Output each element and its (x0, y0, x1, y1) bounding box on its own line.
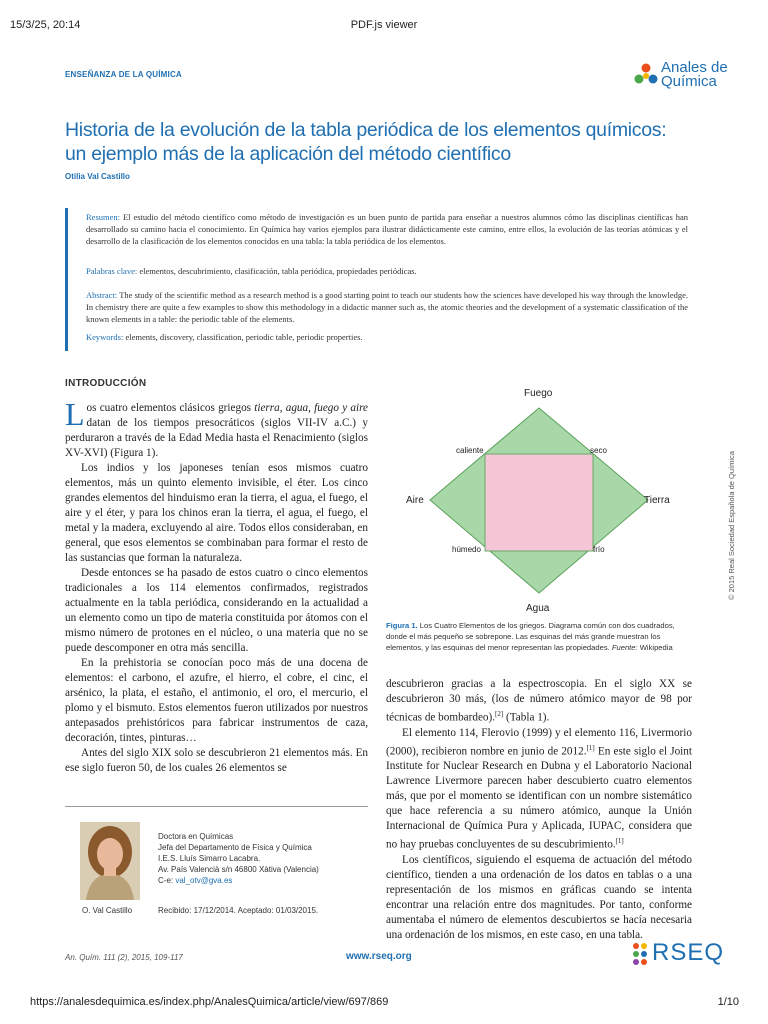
citation (65, 953, 183, 962)
resumen-label: Resumen: (86, 212, 120, 222)
figure-1-caption (386, 620, 692, 653)
abstract-box (65, 208, 693, 351)
label-aire: Aire (406, 495, 424, 506)
intro-p1-start: os cuatro elementos clásicos griegos (86, 402, 255, 414)
keywords-text: elements, discovery, classification, periodic table, periodic properties. (125, 332, 363, 342)
figure-1-diagram (386, 383, 692, 623)
journal-logo-line2: Química (661, 73, 717, 90)
author-bio (158, 831, 368, 886)
palabras-clave-text: elementos, descubrimiento, clasificación, tabla periódica, propiedades periódicas. (139, 266, 417, 276)
journal-logo-icon (633, 62, 659, 88)
label-humedo: húmedo (452, 545, 481, 554)
reference-2: [2] (495, 710, 504, 718)
label-frio: frío (593, 545, 605, 554)
right-p1-tail: (Tabla 1). (503, 711, 550, 724)
right-paragraph-1 (386, 677, 692, 726)
figure-caption-source: Wikipedia (639, 643, 673, 652)
article-title (65, 118, 705, 166)
drop-cap: L (65, 396, 85, 432)
left-column (65, 396, 368, 776)
print-page-count: 1/10 (717, 996, 739, 1008)
intro-p1-italic: tierra, agua, fuego y aire (254, 402, 368, 414)
label-tierra: Tierra (644, 495, 670, 506)
author-email-label: C-e: (158, 876, 174, 885)
label-caliente: caliente (456, 446, 484, 455)
keywords-label: Keywords: (86, 332, 124, 342)
author-email-line (158, 875, 368, 886)
author-bio-line1: Doctora en Químicas (158, 832, 234, 841)
resumen-text: El estudio del método científico como método de investigación es un buen punto de partida para enseñar a nuestros alumnos cómo las disciplinas científicas han desarrollado su camino hacia el conocimiento. En Química hay varios ejemplos para ilustrar didácticamente este camino, entre ellos, la evolución de las teorías atómicas y el desarrollo de la clasificación de los elementos conocidos en una tabla: la tabla periódica de los elementos. (86, 212, 688, 246)
print-title: PDF.js viewer (350, 19, 418, 31)
figure-caption-text: Los Cuatro Elementos de los griegos. Diagrama común con dos cuadrados, donde el más pequeño se sobrepone. Las esquinas del más grande muestran los elementos, y las esquinas del menor representan las propiedades. (386, 621, 675, 652)
label-agua: Agua (526, 603, 550, 614)
intro-paragraph-1 (65, 396, 368, 461)
resumen-paragraph (86, 212, 688, 247)
inner-square-properties (485, 454, 593, 551)
article-title-line1: Historia de la evolución de la tabla periódica de los elementos químicos: (65, 119, 667, 141)
figure-caption-label: Figura 1. (386, 621, 418, 630)
keywords-paragraph (86, 332, 688, 344)
journal-logo-text (661, 61, 728, 89)
author-bio-line3: I.E.S. Lluís Simarro Lacabra. (158, 854, 261, 863)
intro-paragraph-5: Antes del siglo XIX solo se descubrieron 21 elementos más. En ese siglo fueron 50, de los cuales 26 elementos se (65, 747, 368, 774)
intro-paragraph-2: Los indios y los japoneses tenían esos mismos cuatro elementos, más un quinto elemento invisible, el éter. Los cinco grandes elementos del hinduismo eran la tierra, el agua, el fuego, el aire y el éter, y para los chinos eran la tierra, el agua, el fuego, el metal y la madera, excluyendo al aire. Todos ellos consideraban, en general, que esos elementos se combinaban para formar el resto de las sustancias que forman la naturaleza. (65, 462, 368, 564)
intro-paragraph-4: En la prehistoria se conocían poco más de una docena de elementos: el carbono, el azufre, el hierro, el cobre, el cinc, el arsénico, la plata, el estaño, el antimonio, el oro, el mercurio, el plomo y el bismuto. Estos elementos fueron utilizados por nuestros antepasados prehistóricos para fabricar instrumentos de caza, decoración, tintes, pinturas… (65, 657, 368, 744)
author-bio-line4: Av. País Valencià s/n 46800 Xàtiva (Valencia) (158, 865, 319, 874)
article-title-line2: un ejemplo más de la aplicación del método científico (65, 143, 511, 165)
rseq-logo-icon (632, 942, 652, 966)
author-box-divider (65, 806, 368, 807)
right-p2-tail: En este siglo el Joint Institute for Nuclear Research en Dubna y el Laboratorio Nacional Lawrence Livermore parecen haber descubierto cuatro elementos más, que por el momento se identifican con un nombre sistemático que hace referencia a su número atómico, aunque la Unión Internacional de Química Pura y Aplicada, IUPAC, considera que no hay pruebas concluyentes de su descubrimiento. (386, 745, 692, 852)
section-heading-introduccion: INTRODUCCIÓN (65, 378, 147, 389)
right-paragraph-2 (386, 726, 692, 853)
website-link[interactable]: www.rseq.org (346, 951, 412, 962)
abstract-label: Abstract: (86, 290, 118, 300)
author-photo (80, 822, 140, 900)
received-accepted-dates: Recibido: 17/12/2014. Aceptado: 01/03/2015. (158, 906, 319, 915)
author-photo-name: O. Val Castillo (82, 906, 133, 915)
citation-text: An. Quím. 111 (2), 2015, 109-117 (65, 953, 183, 962)
abstract-text: The study of the scientific method as a research method is a good starting point to teach our students how the sciences have developed his way through the knowledge. In chemistry there are quite a few examples to show this methodology in a didactic manner such as, the atomic theories and the development of a systematic classification of the known elements in a table: the periodic table of the elements. (86, 290, 688, 324)
figure-caption-source-label: Fuente: (611, 643, 638, 652)
label-fuego: Fuego (524, 388, 553, 399)
palabras-clave-label: Palabras clave: (86, 266, 138, 276)
browser-print-header (0, 0, 768, 30)
copyright-text: © 2015 Real Sociedad Española de Química (727, 451, 736, 600)
print-datetime: 15/3/25, 20:14 (10, 19, 81, 31)
right-p2-text: El elemento 114, Flerovio (1999) y el elemento 116, Livermorio (2000), recibieron nombre en junio de 2012. (386, 726, 692, 758)
browser-print-footer (0, 993, 768, 1013)
journal-logo-line1: Anales de (661, 59, 728, 76)
reference-1: [1] (586, 743, 595, 752)
right-paragraph-3: Los científicos, siguiendo el esquema de actuación del método científico, tienden a una ordenación de los datos en tablas o a una representación de los mismos en gráficas cuando se intenta encontrar una relación entre dos magnitudes. Por tanto, conforme aumentaba el número de elementos descubiertos se hacía necesaria una ordenación de los mismos, en este caso, en una tabla. (386, 854, 692, 942)
label-seco: seco (590, 446, 607, 455)
journal-logo (633, 60, 743, 92)
intro-paragraph-3: Desde entonces se ha pasado de estos cuatro o cinco elementos tradicionales a los 114 elementos confirmados, registrados actualmente en la tabla periódica, considerando en la actualidad a un elemento como un tipo de materia constituida por átomos con el mismo número de protones en el núcleo, o una materia que no se puede descomponer en otra más sencilla. (65, 567, 368, 654)
print-url: https://analesdequimica.es/index.php/AnalesQuimica/article/view/697/869 (30, 996, 389, 1008)
article-author: Otilia Val Castillo (65, 172, 130, 181)
rseq-logo-text: RSEQ (652, 939, 725, 966)
author-photo-image (80, 822, 140, 900)
reference-1b: [1] (615, 837, 624, 846)
right-p1-text: descubrieron gracias a la espectroscopia. En el siglo XX se descubrieron 30 más, (los de número atómico mayor de 98 por técnicas de bombardeo). (386, 678, 692, 724)
abstract-paragraph (86, 290, 688, 325)
section-label: ENSEÑANZA DE LA QUÍMICA (65, 70, 182, 79)
rseq-logo (632, 936, 725, 972)
palabras-clave-paragraph (86, 266, 688, 278)
author-email[interactable]: val_otv@gva.es (175, 876, 233, 885)
author-bio-line2: Jefa del Departamento de Física y Química (158, 843, 312, 852)
intro-p1-end: datan de los tiempos presocráticos (siglos VII-IV a.C.) y perduraron a través de la Edad Media hasta el Renacimiento (siglos XV-XVI) (Figura 1). (65, 417, 368, 459)
copyright-vertical (727, 450, 739, 600)
right-column (386, 677, 692, 943)
